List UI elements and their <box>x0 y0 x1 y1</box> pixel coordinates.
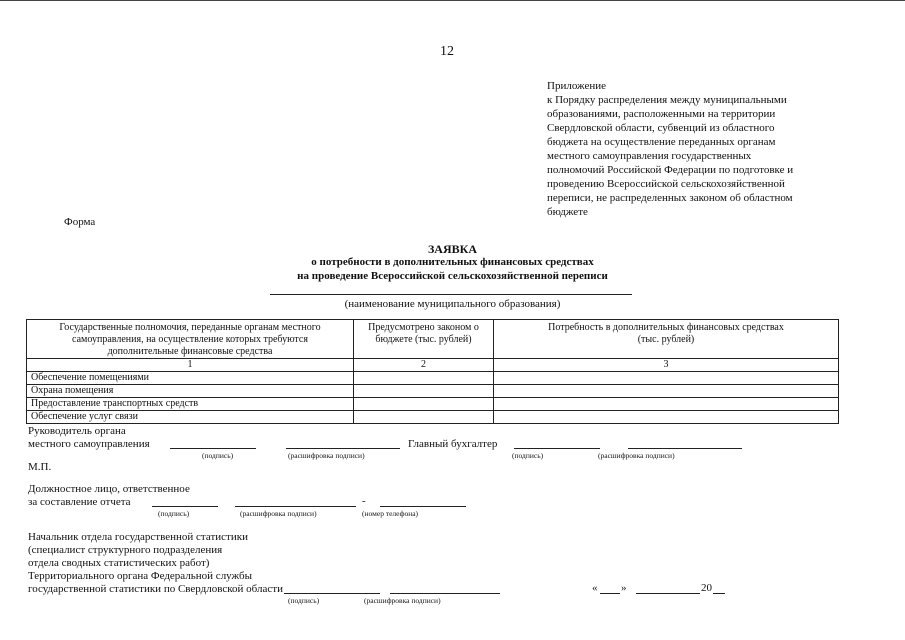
table-number-row <box>27 359 839 372</box>
appendix-line: образованиями, расположенными на территории <box>547 108 776 120</box>
budget-cell[interactable] <box>354 385 494 398</box>
header-cell-need: Потребность в дополнительных финансовых средствах (тыс. рублей) <box>494 320 839 359</box>
appendix-line: Свердловской области, субвенций из областного <box>547 122 775 134</box>
name-caption: (расшифровка подписи) <box>288 451 365 460</box>
signature-caption: (подпись) <box>288 596 320 605</box>
top-border <box>0 0 905 1</box>
appendix-line: бюджета на осуществление переданных органам <box>547 136 776 148</box>
appendix-line: к Порядку распределения между муниципальными <box>547 94 787 106</box>
appendix-line: полномочий Российской Федерации по подготовке и <box>547 164 794 176</box>
column-number: 2 <box>354 359 494 372</box>
accountant-name-line[interactable] <box>628 448 742 449</box>
need-cell[interactable] <box>494 398 839 411</box>
name-caption: (расшифровка подписи) <box>598 451 675 460</box>
dash: - <box>362 495 366 507</box>
appendix-line: переписи, не распределенных законом об областном <box>547 192 793 204</box>
budget-cell[interactable] <box>354 411 494 424</box>
head-label: местного самоуправления <box>28 438 150 450</box>
date-month-line[interactable] <box>636 593 700 594</box>
name-caption: (расшифровка подписи) <box>364 596 441 605</box>
row-label: Обеспечение помещениями <box>27 372 354 385</box>
stat-label: отдела сводных статистических работ) <box>28 557 210 569</box>
need-cell[interactable] <box>494 385 839 398</box>
needs-table <box>26 319 839 424</box>
appendix-block <box>547 79 847 219</box>
date-day-line[interactable] <box>600 593 620 594</box>
official-name-line[interactable] <box>235 506 356 507</box>
stat-label: Начальник отдела государственной статистики <box>28 531 248 543</box>
date-year-line[interactable] <box>713 593 725 594</box>
document-subtitle: о потребности в дополнительных финансовых средствах <box>311 256 594 268</box>
budget-cell[interactable] <box>354 398 494 411</box>
accountant-signature-line[interactable] <box>514 448 600 449</box>
head-signature-line[interactable] <box>170 448 256 449</box>
official-label: Должностное лицо, ответственное <box>28 483 190 495</box>
row-label: Обеспечение услуг связи <box>27 411 354 424</box>
table-row <box>27 372 839 385</box>
need-cell[interactable] <box>494 411 839 424</box>
row-label: Охрана помещения <box>27 385 354 398</box>
stat-signature-line[interactable] <box>284 593 380 594</box>
form-label: Форма <box>64 216 96 228</box>
official-signature-line[interactable] <box>152 506 218 507</box>
phone-caption: (номер телефона) <box>362 509 419 518</box>
table-row <box>27 411 839 424</box>
date-quote-open: « <box>592 582 598 594</box>
signature-caption: (подпись) <box>202 451 234 460</box>
document-subtitle: на проведение Всероссийской сельскохозяйственной переписи <box>297 270 608 282</box>
stat-label: (специалист структурного подразделения <box>28 544 223 556</box>
signature-caption: (подпись) <box>512 451 544 460</box>
column-number: 1 <box>27 359 354 372</box>
page-number: 12 <box>440 44 454 59</box>
head-label: Руководитель органа <box>28 425 126 437</box>
appendix-line: проведению Всероссийской сельскохозяйственной <box>547 178 785 190</box>
table-row <box>27 398 839 411</box>
municipality-caption: (наименование муниципального образования) <box>344 298 561 310</box>
stat-name-line[interactable] <box>390 593 500 594</box>
need-cell[interactable] <box>494 372 839 385</box>
appendix-line: бюджете <box>547 206 588 218</box>
stat-label: Территориального органа Федеральной службы <box>28 570 252 582</box>
header-cell-budget: Предусмотрено законом о бюджете (тыс. рублей) <box>354 320 494 359</box>
document-title: ЗАЯВКА <box>427 242 478 256</box>
stat-label: государственной статистики по Свердловской области <box>28 583 283 595</box>
column-number: 3 <box>494 359 839 372</box>
head-name-line[interactable] <box>286 448 400 449</box>
row-label: Предоставление транспортных средств <box>27 398 354 411</box>
header-cell-powers: Государственные полномочия, переданные органам местного самоуправления, на осуществление которых требуются дополнительные финансовые средства <box>27 320 354 359</box>
stamp-label: М.П. <box>28 461 52 473</box>
signature-caption: (подпись) <box>158 509 190 518</box>
appendix-line: местного самоуправления государственных <box>547 150 752 162</box>
chief-accountant-label: Главный бухгалтер <box>408 438 498 450</box>
table-row <box>27 385 839 398</box>
municipality-name-field[interactable] <box>270 294 632 295</box>
official-phone-line[interactable] <box>380 506 466 507</box>
name-caption: (расшифровка подписи) <box>240 509 317 518</box>
table-header-row <box>27 320 839 359</box>
official-label: за составление отчета <box>28 496 131 508</box>
budget-cell[interactable] <box>354 372 494 385</box>
date-quote-close: » <box>621 582 627 594</box>
date-year: 20 <box>701 582 712 594</box>
appendix-title: Приложение <box>547 80 607 92</box>
